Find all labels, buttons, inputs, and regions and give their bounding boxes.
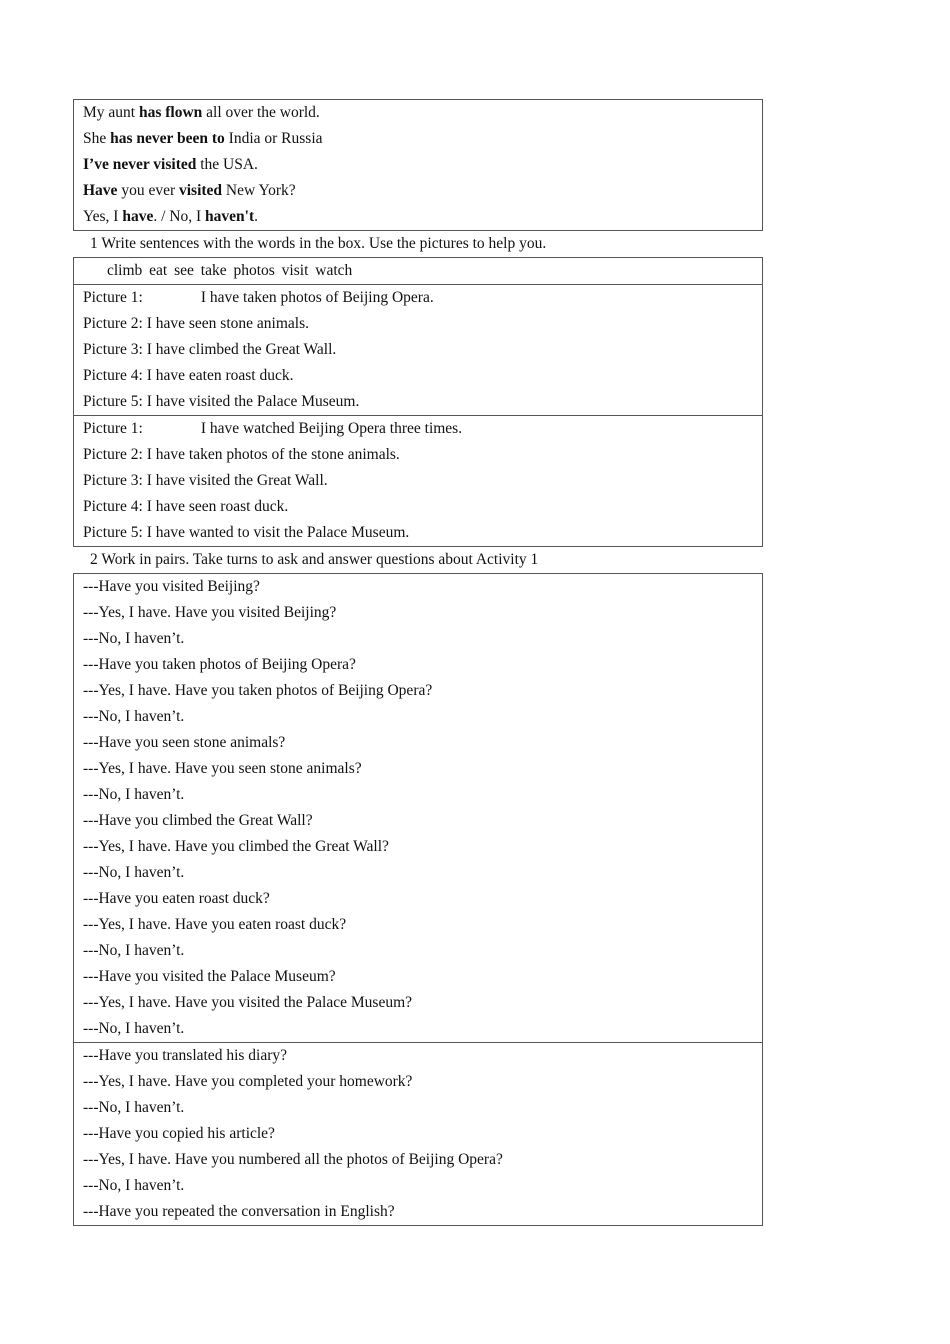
dialogue-line: ---Have you eaten roast duck? [83,890,270,907]
dialogue-line: ---No, I haven’t. [83,630,185,647]
dialogue-line: ---Yes, I have. Have you taken photos of Beijing Opera? [83,682,433,699]
answer-b-row-5: Picture 5: I have wanted to visit the Palace Museum. [83,524,410,541]
answer-b-row-4: Picture 4: I have seen roast duck. [83,498,289,515]
dialogue-line: ---Have you repeated the conversation in English? [83,1203,395,1220]
answer-b-row-3: Picture 3: I have visited the Great Wall. [83,472,328,489]
grammar-highlight: I’ve never visited [83,156,197,173]
dialogue-line: ---No, I haven’t. [83,786,185,803]
dialogue-line: ---Yes, I have. Have you eaten roast duck? [83,916,347,933]
grammar-text: New York? [222,182,296,199]
picture-label: Picture 1: [83,420,143,437]
dialogue-line: ---Have you seen stone animals? [83,734,286,751]
dialogue-line: ---No, I haven’t. [83,942,185,959]
grammar-text: . [254,208,258,225]
grammar-highlight: Have [83,182,118,199]
dialogue-line: ---Have you visited Beijing? [83,578,260,595]
word-box-words: climb eat see take photos visit watch [107,262,353,279]
dialogue-line: ---Have you visited the Palace Museum? [83,968,336,985]
activity-1-answers-b [73,416,763,547]
dialogue-box-a [73,573,763,1043]
grammar-line-4 [74,178,762,204]
grammar-text: . / No, I [153,208,206,225]
grammar-text: the USA. [196,156,258,173]
dialogue-line: ---No, I haven’t. [83,1177,185,1194]
grammar-line-2 [74,126,762,152]
answer-a-row-3: Picture 3: I have climbed the Great Wall. [83,341,337,358]
activity-2-instruction: 2 Work in pairs. Take turns to ask and answer questions about Activity 1 [90,551,539,568]
dialogue-line: ---Have you climbed the Great Wall? [83,812,313,829]
grammar-line-3 [74,152,762,178]
dialogue-line: ---Yes, I have. Have you visited Beijing? [83,604,337,621]
grammar-line-5 [74,204,762,230]
grammar-highlight: have [122,208,154,225]
grammar-highlight: visited [178,182,223,199]
dialogue-line: ---Have you copied his article? [83,1125,275,1142]
grammar-text: Yes, I [83,208,123,225]
answer-a-row-2: Picture 2: I have seen stone animals. [83,315,309,332]
word-box [73,257,763,285]
answer-b-row-1 [74,416,762,442]
picture-label: Picture 1: [83,289,143,306]
dialogue-line: ---Yes, I have. Have you numbered all the photos of Beijing Opera? [83,1151,503,1168]
answer-text: I have watched Beijing Opera three times. [200,420,463,437]
dialogue-line: ---Have you translated his diary? [83,1047,288,1064]
dialogue-line: ---No, I haven’t. [83,864,185,881]
dialogue-line: ---No, I haven’t. [83,1099,185,1116]
activity-1-answers-a [73,285,763,416]
grammar-highlight: haven't [205,208,255,225]
dialogue-line: ---Have you taken photos of Beijing Opera? [83,656,356,673]
answer-text: I have taken photos of Beijing Opera. [200,289,434,306]
dialogue-line: ---No, I haven’t. [83,708,185,725]
answer-a-row-1 [74,285,762,311]
dialogue-line: ---Yes, I have. Have you climbed the Great Wall? [83,838,389,855]
dialogue-line: ---Yes, I have. Have you visited the Palace Museum? [83,994,413,1011]
grammar-box [73,99,763,231]
grammar-text: all over the world. [202,104,320,121]
grammar-text: you ever [117,182,179,199]
answer-b-row-2: Picture 2: I have taken photos of the stone animals. [83,446,400,463]
dialogue-box-b [73,1043,763,1226]
worksheet-page [73,99,763,1226]
answer-a-row-5: Picture 5: I have visited the Palace Museum. [83,393,360,410]
grammar-text: India or Russia [224,130,323,147]
grammar-highlight: has never been to [110,130,225,147]
answer-a-row-4: Picture 4: I have eaten roast duck. [83,367,294,384]
dialogue-line: ---Yes, I have. Have you seen stone animals? [83,760,362,777]
dialogue-line: ---Yes, I have. Have you completed your homework? [83,1073,413,1090]
grammar-highlight: has flown [138,104,203,121]
dialogue-line: ---No, I haven’t. [83,1020,185,1037]
grammar-text: My aunt [83,104,139,121]
grammar-line-1 [74,100,762,126]
activity-1-instruction: 1 Write sentences with the words in the box. Use the pictures to help you. [90,235,547,252]
grammar-text: She [83,130,111,147]
